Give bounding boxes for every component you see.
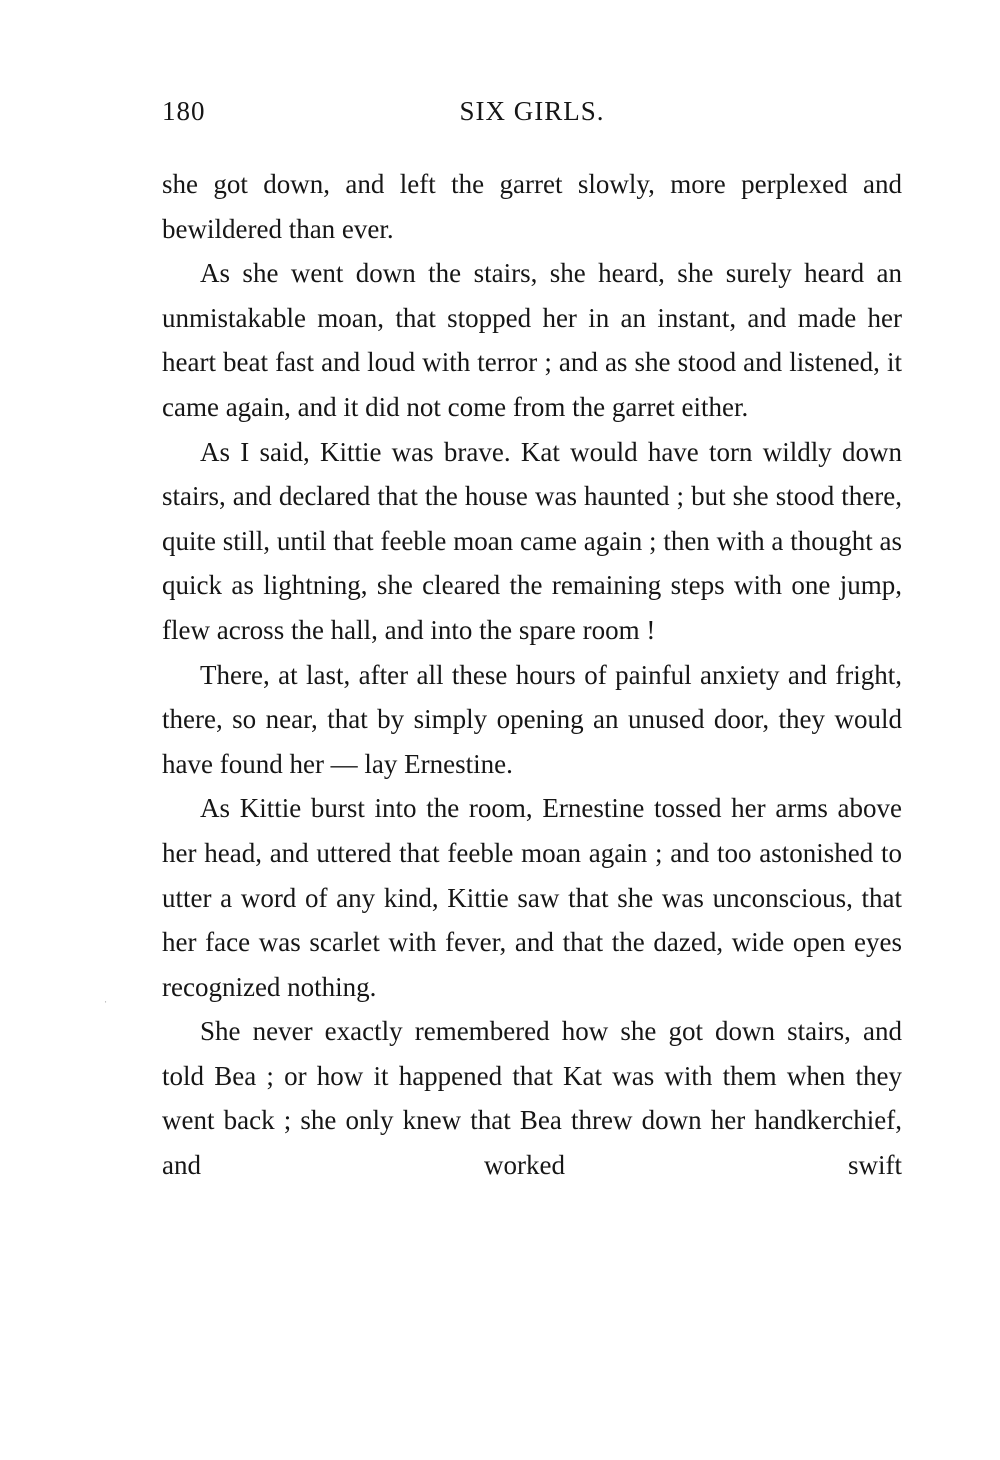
page-number: 180 (162, 96, 206, 126)
paragraph-continues: She never exactly remembered how she got down stairs, and told Bea ; or how it happened that Kat was with them when they went back ; she only knew that Bea threw down her handkerchief, and worked swift (162, 1016, 902, 1181)
running-title: SIX GIRLS. (459, 96, 605, 126)
paragraph-continuation: she got down, and left the garret slowly, more perplexed and bewildered than ever. (162, 169, 902, 244)
paragraph: As I said, Kittie was brave. Kat would have torn wildly down stairs, and declared that the house was haunted ; but she stood there, quite still, until that feeble moan came again ; then with a thought as quick as lightning, she cleared the remaining steps with one jump, flew across the hall, and into the spare room ! (162, 436, 902, 645)
paragraph: There, at last, after all these hours of painful anxiety and fright, there, so near, that by simply opening an unused door, they would have found her — lay Ernestine. (162, 659, 902, 779)
running-head (162, 96, 902, 140)
paragraph: As Kittie burst into the room, Ernestine tossed her arms above her head, and uttered that feeble moan again ; and too astonished to utter a word of any kind, Kittie saw that she was unconscious, that her face was scarlet with fever, and that the dazed, wide open eyes recognized nothing. (162, 793, 902, 1002)
print-speck: ⋅ (104, 997, 108, 1007)
paragraph: As she went down the stairs, she heard, she surely heard an unmistakable moan, that stopped her in an instant, and made her heart beat fast and loud with terror ; and as she stood and listened, it came again, and it did not come from the garret either. (162, 258, 902, 422)
body-text (162, 162, 902, 1188)
